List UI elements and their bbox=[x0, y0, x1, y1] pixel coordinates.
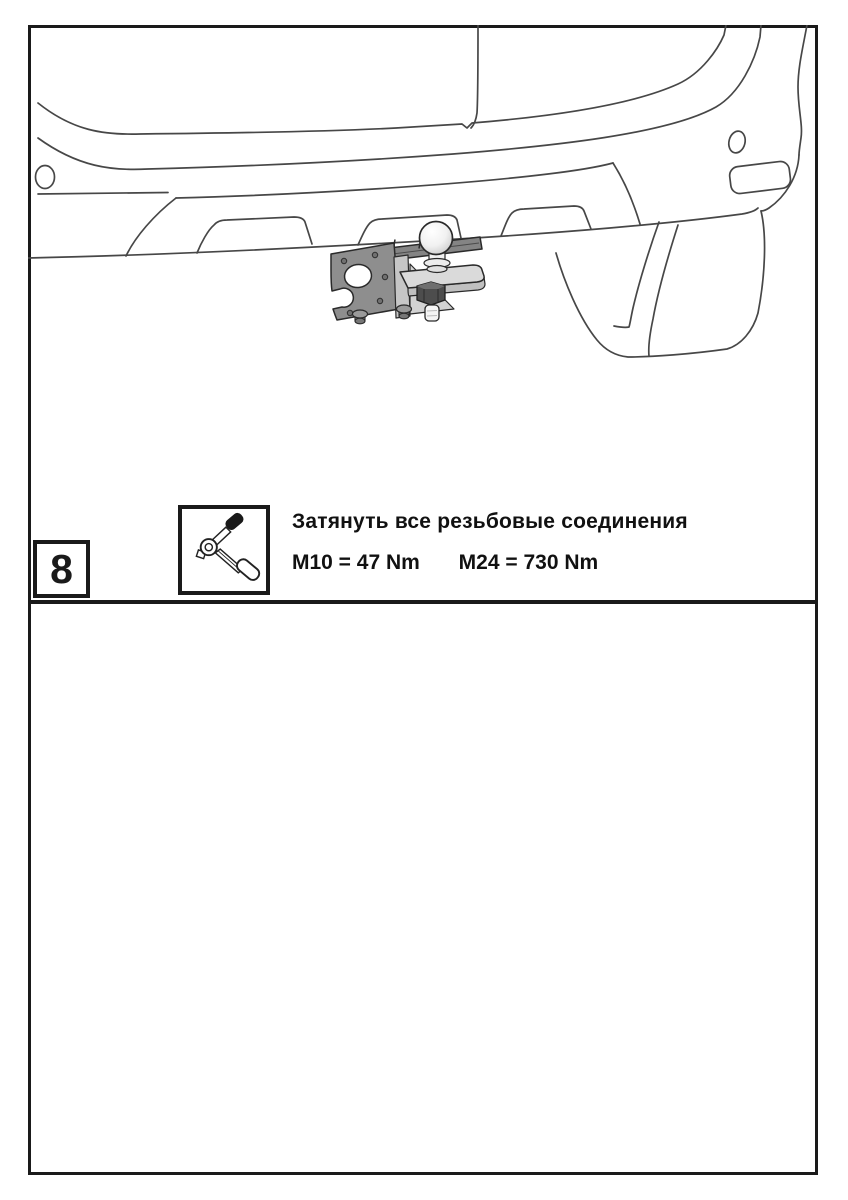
caption bbox=[292, 510, 812, 575]
towbar-assembly bbox=[331, 222, 485, 324]
torque-spec-m24: M24 = 730 Nm bbox=[458, 551, 599, 574]
body-right-edge bbox=[798, 25, 807, 155]
liftgate-upper-line bbox=[38, 25, 726, 134]
liftgate-lower-line bbox=[38, 25, 761, 169]
tire-inner-arc bbox=[649, 225, 678, 356]
caption-heading: Затянуть все резьбовые соединения bbox=[292, 510, 688, 533]
step-number: 8 bbox=[50, 545, 73, 592]
tool-icon-box bbox=[178, 505, 270, 595]
tow-ball bbox=[420, 222, 453, 255]
tailgate-seam-line bbox=[471, 25, 478, 128]
fascia-right-slope bbox=[613, 163, 640, 224]
step-number-box bbox=[33, 540, 90, 598]
right-parking-sensor bbox=[727, 129, 748, 154]
tire-sidewall-arc bbox=[614, 222, 659, 327]
threaded-stud bbox=[425, 305, 439, 321]
car-body-lines bbox=[28, 25, 807, 258]
rear-wheel bbox=[556, 211, 765, 357]
hex-nut bbox=[417, 282, 445, 305]
fascia-top-line bbox=[176, 163, 613, 198]
left-parking-sensor bbox=[36, 166, 55, 189]
flange-plate bbox=[331, 243, 399, 320]
section-divider bbox=[28, 600, 818, 604]
rear-reflector bbox=[729, 160, 792, 194]
torque-spec-m10: M10 = 47 Nm bbox=[292, 551, 420, 574]
torque-wrench-icon bbox=[184, 511, 264, 589]
torque-specs bbox=[292, 551, 812, 575]
left-crease-line bbox=[38, 193, 168, 195]
fascia-left-corner bbox=[126, 198, 176, 256]
